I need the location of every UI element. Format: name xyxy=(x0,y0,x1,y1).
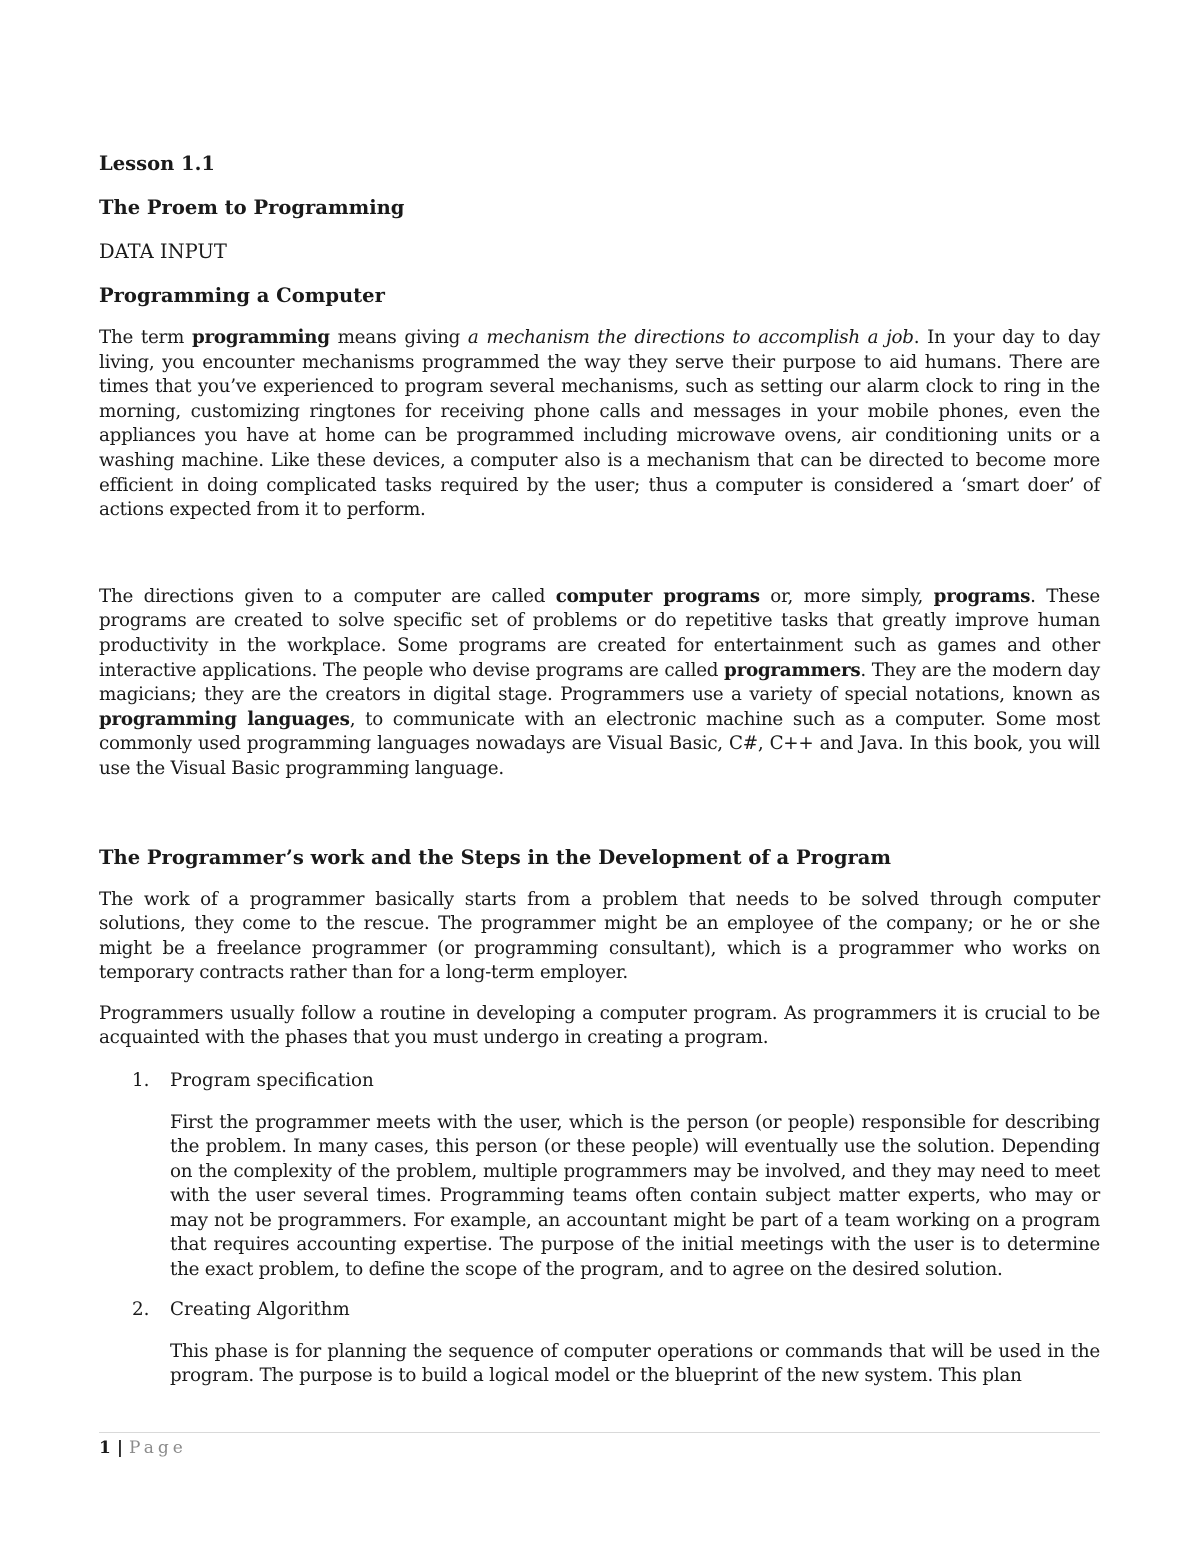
page-label: Page xyxy=(129,1438,187,1458)
section-subtitle: Programming a Computer xyxy=(99,284,385,307)
footer-separator: | xyxy=(116,1438,124,1458)
paragraph-routine: Programmers usually follow a routine in developing a computer program. As programmers it is crucial to be acquainted with the phases that you must undergo in creating a program. xyxy=(99,1002,1100,1049)
term-programming: programming xyxy=(191,327,330,348)
document-content xyxy=(99,150,1100,1403)
term-computer-programs: computer programs xyxy=(555,585,760,607)
step-title: Program specification xyxy=(170,1070,374,1092)
step-description: This phase is for planning the sequence of computer operations or commands that will be used in the program. The purpose is to build a logical model or the blueprint of the new system. This plan xyxy=(170,1340,1100,1387)
lesson-number: Lesson 1.1 xyxy=(99,152,215,175)
development-steps-list xyxy=(99,1067,1100,1389)
term-programmers: programmers xyxy=(724,659,861,681)
page-number: 1 xyxy=(99,1438,111,1458)
paragraph-computer-programs: The directions given to a computer are called computer programs or, more simply, programs. These programs are created to solve specific set of problems or do repetitive tasks that greatly improve human productivity in the workplace. Some programs are created for entertainment such as games and other interactive applications. The people who devise programs are called programmers. They are the modern day magicians; they are the creators in digital stage. Programmers use a variety of special notations, known as programming languages, to communicate with an electronic machine such as a computer. Some most commonly used programming languages nowadays are Visual Basic, C#, C++ and Java. In this book, you will use the Visual Basic programming language. xyxy=(99,585,1100,779)
step-description: First the programmer meets with the user, which is the person (or people) responsible for describing the problem. In many cases, this person (or these people) will eventually use the solution. Depending on the complexity of the problem, multiple programmers may be involved, and they may need to meet with the user several times. Programming teams often contain subject matter experts, who may or may not be programmers. For example, an accountant might be part of a team working on a program that requires accounting expertise. The purpose of the initial meetings with the user is to determine the exact problem, to define the scope of the program, and to agree on the desired solution. xyxy=(170,1112,1100,1280)
term-programming-languages: programming languages xyxy=(99,708,350,730)
section-heading-programmers-work: The Programmer’s work and the Steps in the Development of a Program xyxy=(99,845,892,869)
step-number: 2. xyxy=(132,1298,150,1320)
term-programs: programs xyxy=(933,585,1031,607)
paragraph-programming-definition: The term programming means giving a mechanism the directions to accomplish a job. In your day to day living, you encounter mechanisms programmed the way they serve their purpose to aid humans. There are times that you’ve experienced to program several mechanisms, such as setting our alarm clock to ring in the morning, customizing ringtones for receiving phone calls and messages in your mobile phones, even the appliances you have at home can be programmed including microwave ovens, air conditioning units or a washing machine. Like these devices, a computer also is a mechanism that can be directed to become more efficient in doing complicated tasks required by the user; thus a computer is considered a ‘smart doer’ of actions expected from it to perform. xyxy=(99,327,1101,521)
page-footer xyxy=(99,1436,187,1460)
list-item xyxy=(99,1067,1100,1282)
paragraph-programmer-work: The work of a programmer basically starts from a problem that needs to be solved through computer solutions, they come to the rescue. The programmer might be an employee of the company; or he or she might be a freelance programmer (or programming consultant), which is a programmer who works on temporary contracts rather than for a long-term employer. xyxy=(99,888,1100,984)
list-item xyxy=(99,1296,1100,1389)
footer-divider xyxy=(99,1432,1100,1433)
step-title: Creating Algorithm xyxy=(170,1298,350,1320)
section-label: DATA INPUT xyxy=(99,240,227,263)
definition-emphasis: a mechanism the directions to accomplish a job xyxy=(467,327,914,348)
lesson-title: The Proem to Programming xyxy=(99,196,405,219)
step-number: 1. xyxy=(132,1070,150,1092)
